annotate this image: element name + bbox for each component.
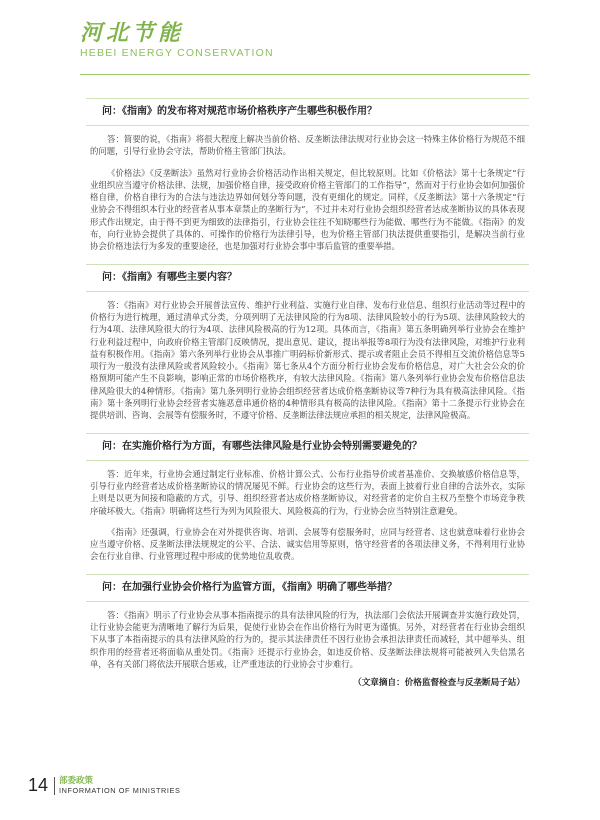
footer-divider — [54, 777, 55, 795]
divider — [86, 601, 529, 602]
divider — [86, 264, 529, 265]
answer-paragraph: 《指南》还强调，行业协会在对外提供咨询、培训、会展等有偿服务时，应同与经营者、这也就意味着行业协会应当遵守价格、反垄断法律法规规定的公平、合法、诚实信用等原则，恪守经营者的各项法律义务，不得利用行业协会在行业自律、行业管理过程中形成的优势地位乱收费。 — [90, 526, 525, 562]
question-text: 问：《指南》有哪些主要内容？ — [102, 271, 237, 283]
question-text: 问：在实施价格行为方面，有哪些法律风险是行业协会特别需要避免的？ — [102, 440, 422, 452]
divider — [86, 460, 529, 461]
header-divider — [80, 74, 530, 75]
qa-section-1 — [90, 105, 525, 253]
logo-chinese: 河北节能 — [80, 20, 185, 46]
page-number: 14 — [28, 775, 49, 795]
answer-paragraph: 答：《指南》明示了行业协会从事本指南提示的具有法律风险的行为，执法部门会依法开展调查并实施行政处罚，让行业协会能更为清晰地了解行为后果，促使行业协会在作出价格行为时更为谨慎。另外，对经营者在行业协会组织下从事了本指南提示的具有法律风险的行为的，提示其法律责任不因行业协会承担法律责任而减轻，其中超举头、组织作用的经营者还将面临从重处罚。《指南》还提示行业协会，如违反价格、反垄断法律法规将可能被列入失信黑名单，各有关部门将依法开展联合惩戒，让严重违法的行业协会寸步难行。 — [90, 609, 525, 669]
qa-section-3 — [90, 440, 525, 563]
masthead — [80, 22, 580, 82]
question-heading — [90, 105, 525, 119]
answer-paragraph: 答：《指南》对行业协会开展普法宣传、维护行业利益、实施行业自律、发布行业信息、组织行业活动等过程中的价格行为进行梳理，通过清单式分类，分项列明了无法律风险的行为8项、法律风险较小的行为5项、法律风险较大的行为4项、法律风险很大的行为4项、法律风险极高的行为12项。具体而言，《指南》第五条明确列举行业协会在维护行业利益过程中，向政府价格主管部门反映情况，提出意见、建议，提出举报等8项行为没有法律风险，对维护行业利益有积极作用。《指南》第六条列举行业协会从事推广明码标价新形式、提示或者阻止会员不得相互交流价格信息等5项行为一般没有法律风险或者风险较小。《指南》第七条从4个方面分析行业协会发布价格信息，对广大社会公众的价格预期可能产生不良影响，影响正常的市场价格秩序，有较大法律风险。《指南》第八条列举行业协会发布价格信息法律风险很大的4种情形。《指南》第九条列明行业协会组织经营者达成价格垄断协议等7种行为具有极高法律风险。《指南》第十条列明行业协会经营者实施恶意串通价格的4种情形具有极高的法律风险。《指南》第十二条提示行业协会在提供培训、咨询、会展等有偿服务时，不遵守价格、反垄断法律法规应承担的相关规定，法律风险极高。 — [90, 299, 525, 421]
question-text: 问：在加强行业协会价格行为监管方面，《指南》明确了哪些举措？ — [102, 581, 397, 593]
divider — [86, 98, 529, 99]
article-source: （文章摘自：价格监督检查与反垄断局子站） — [353, 678, 525, 689]
divider — [86, 574, 529, 575]
logo-english: HEBEI ENERGY CONSERVATION — [80, 47, 274, 59]
answer-paragraph: 《价格法》《反垄断法》虽然对行业协会价格活动作出相关规定，但比较原则。比如《价格法》第十七条规定“行业组织应当遵守价格法律、法规，加强价格自律，接受政府价格主管部门的工作指导”，然而对于行业协会如何加强价格自律，价格自律行为的合法与违法边界如何划分等问题，没有更细化的规定。同样，《反垄断法》第十六条规定“行业协会不得组织本行业的经营者从事本章禁止的垄断行为”，不过并未对行业协会组织经营者达成垄断协议的具体表现形式作出规定，由于得不到更为细致的法律指引，行业协会往往不知晓哪些行为能做、哪些行为不能做。《指南》的发布，向行业协会提供了具体的、可操作的价格行为法律引导，也为价格主管部门执法提供重要指引，是解决当前行业协会价格违法行为多发的重要途径，也是加强对行业协会事中事后监管的重要举措。 — [90, 167, 525, 252]
question-heading — [90, 440, 525, 454]
answer-paragraph: 答：简要的说，《指南》将很大程度上解决当前价格、反垄断法律法规对行业协会这一特殊主体价格行为规范不细的问题，引导行业协会守法，帮助价格主管部门执法。 — [90, 134, 525, 157]
divider — [86, 125, 529, 126]
question-heading — [90, 581, 525, 595]
answer-paragraph: 答：近年来，行业协会通过制定行业标准、价格计算公式、公布行业指导价或者基准价、交换敏感价格信息等，引导行业内经营者达成价格垄断协议的情况屡见不鲜。行业协会的这些行为，表面上披着行业自律的合法外衣，实际上则是以更为间接和隐蔽的方式，引导、组织经营者达成价格垄断协议，对经营者的定价自主权乃至整个市场竞争秩序破坏极大。《指南》明确将这些行为列为风险很大、风险极高的行为，行业协会应当特别注意避免。 — [90, 468, 525, 516]
qa-section-2 — [90, 271, 525, 422]
article-body — [90, 95, 525, 688]
footer-section-cn: 部委政策 — [59, 776, 94, 786]
divider — [86, 291, 529, 292]
footer-section-en: INFORMATION OF MINISTRIES — [59, 786, 181, 795]
question-text: 问：《指南》的发布将对规范市场价格秩序产生哪些积极作用？ — [102, 106, 377, 117]
question-heading — [90, 271, 525, 285]
divider — [86, 433, 529, 434]
page-footer — [28, 774, 228, 804]
qa-section-4 — [90, 581, 525, 688]
